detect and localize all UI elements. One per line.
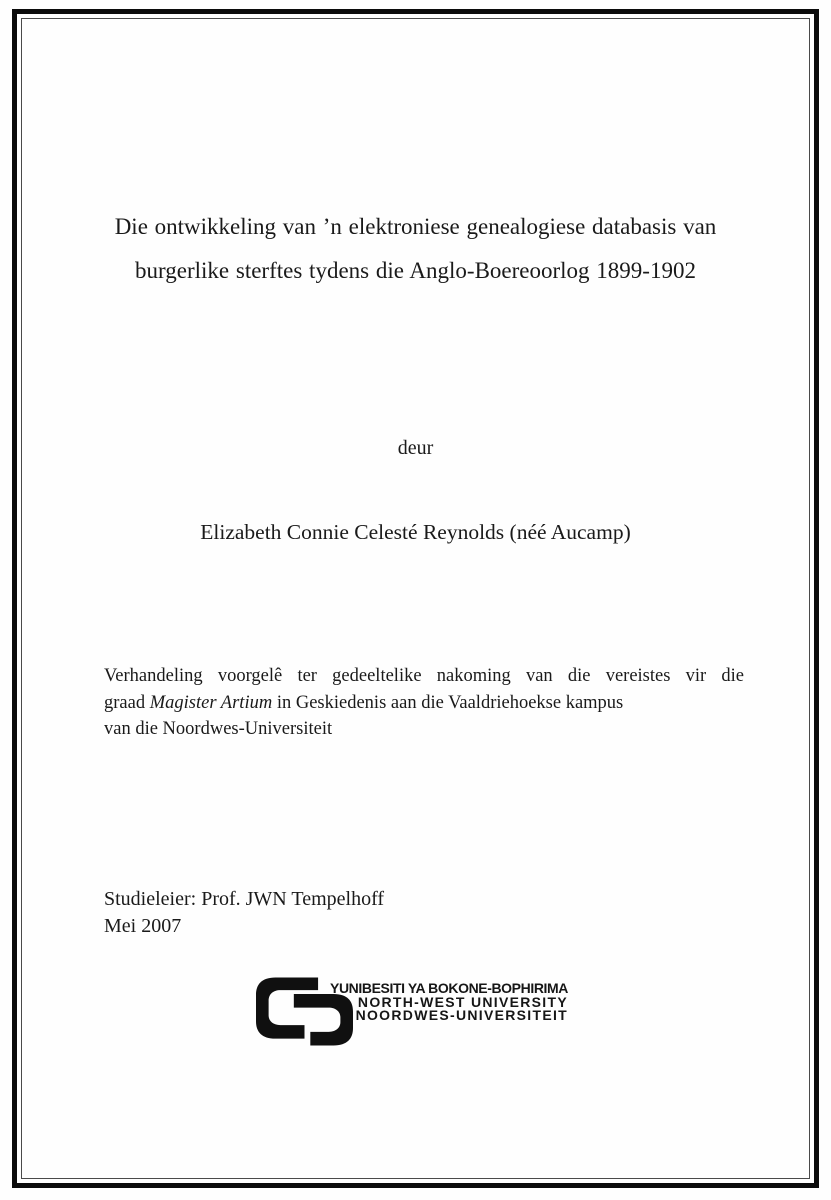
- degree-statement-line3: van die Noordwes-Universiteit: [104, 719, 333, 739]
- byline-label: deur: [397, 437, 434, 459]
- thesis-title: [60, 205, 771, 293]
- degree-statement-line1: Verhandeling voorgelê ter gedeeltelike nakoming van die vereistes vir die: [104, 666, 744, 686]
- degree-name-italic: Magister Artium: [149, 692, 273, 713]
- supervisor-block: [104, 886, 384, 940]
- university-name-setswana: YUNIBESITI YA BOKONE-BOPHIRIMA: [330, 980, 568, 996]
- degree-statement-line2-suffix: in Geskiedenis aan die Vaaldriehoekse kampus: [272, 692, 624, 713]
- degree-statement: [104, 663, 744, 743]
- university-name-english: NORTH-WEST UNIVERSITY: [357, 993, 568, 1010]
- date-line: Mei 2007: [104, 915, 182, 937]
- author-name: Elizabeth Connie Celesté Reynolds (néé Aucamp): [200, 520, 631, 544]
- thesis-title-line2: burgerlike sterftes tydens die Anglo-Boereoorlog 1899-1902: [135, 258, 696, 283]
- thesis-title-line1: Die ontwikkeling van ’n elektroniese genealogiese databasis van: [114, 214, 717, 239]
- degree-statement-line2: [104, 690, 744, 717]
- degree-statement-line2-prefix: graad: [104, 692, 150, 713]
- university-logo-text: [318, 982, 568, 1023]
- university-name-afrikaans: NOORDWES-UNIVERSITEIT: [355, 1007, 568, 1023]
- university-logo: [256, 977, 586, 1052]
- supervisor-line: Studieleier: Prof. JWN Tempelhoff: [104, 888, 385, 910]
